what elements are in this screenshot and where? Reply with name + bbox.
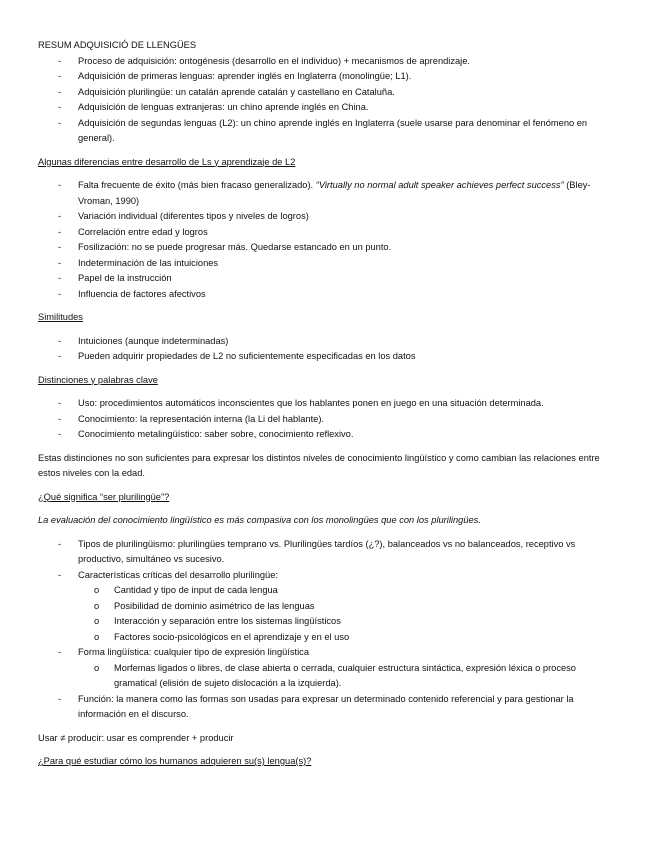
list-item: - Proceso de adquisición: ontogénesis (desarrollo en el individuo) + mecanismos de aprendizaje. — [38, 54, 618, 70]
intro-list — [38, 54, 618, 147]
characteristics-sublist — [38, 583, 618, 645]
list-item: - Función: la manera como las formas son usadas para expresar un determinado contenido referencial y para gestionar la información en el discurso. — [38, 692, 618, 723]
sub-list-item: o Factores socio-psicológicos en el aprendizaje y en el uso — [38, 630, 618, 646]
list-item: - Conocimiento metalingüístico: saber sobre, conocimiento reflexivo. — [38, 427, 618, 443]
list-item — [38, 645, 618, 692]
similarities-list — [38, 334, 618, 365]
similarities-heading: Similitudes — [38, 312, 83, 322]
list-item: - Uso: procedimientos automáticos inconscientes que los hablantes ponen en juego en una situación determinada. — [38, 396, 618, 412]
list-item: - Variación individual (diferentes tipos y niveles de logros) — [38, 209, 618, 225]
list-item: - Adquisición de primeras lenguas: aprender inglés en Inglaterra (monolingüe; L1). — [38, 69, 618, 85]
list-item: - Adquisición plurilingüe: un catalán aprende catalán y castellano en Cataluña. — [38, 85, 618, 101]
list-item: - Correlación entre edad y logros — [38, 225, 618, 241]
list-item: - Tipos de plurilingüismo: plurilingües temprano vs. Plurilingües tardíos (¿?), balanceados vs no balanceados, receptivo vs productivo, simultáneo vs sucesivo. — [38, 537, 618, 568]
item-text: Falta frecuente de éxito (más bien fracaso generalizado). — [78, 180, 314, 190]
document-title: RESUM ADQUISICIÓ DE LLENGÜES — [38, 40, 197, 50]
differences-heading: Algunas diferencias entre desarrollo de Ls y aprendizaje de L2 — [38, 156, 296, 167]
sub-list-item: o Posibilidad de dominio asimétrico de las lenguas — [38, 599, 618, 615]
list-item: - Pueden adquirir propiedades de L2 no suficientemente especificadas en los datos — [38, 349, 618, 365]
list-item: - Adquisición de segundas lenguas (L2): un chino aprende inglés en Inglaterra (suele usarse para denominar el fenómeno en general). — [38, 116, 618, 147]
document-page — [38, 38, 618, 770]
list-item — [38, 568, 618, 646]
list-item — [38, 178, 618, 209]
final-heading: ¿Para qué estudiar cómo los humanos adquieren su(s) lengua(s)? — [38, 756, 312, 766]
list-item: - Papel de la instrucción — [38, 271, 618, 287]
sub-list-item: o Interacción y separación entre los sistemas lingüísticos — [38, 614, 618, 630]
list-item: - Adquisición de lenguas extranjeras: un chino aprende inglés en China. — [38, 100, 618, 116]
plurilingue-list — [38, 537, 618, 723]
list-item: - Fosilización: no se puede progresar más. Quedarse estancado en un punto. — [38, 240, 618, 256]
list-item: - Indeterminación de las intuiciones — [38, 256, 618, 272]
citation-text: (Bley-Vroman, 1990) — [78, 180, 591, 206]
usage-line: Usar ≠ producir: usar es comprender + producir — [38, 732, 234, 743]
list-item: - Intuiciones (aunque indeterminadas) — [38, 334, 618, 350]
distinctions-paragraph: Estas distinciones no son suficientes para expresar los distintos niveles de conocimiento lingüístico y como cambian las relaciones entre estos niveles con la edad. — [38, 452, 600, 478]
sub-list-item: o Morfemas ligados o libres, de clase abierta o cerrada, cualquier estructura sintáctica, expresión léxica o proceso gramatical (elisión de sujeto dislocación a la izquierda). — [38, 661, 618, 692]
item-text: Características críticas del desarrollo plurilingüe: — [78, 569, 278, 580]
distinctions-list — [38, 396, 618, 443]
list-item: - Conocimiento: la representación interna (la Li del hablante). — [38, 412, 618, 428]
distinctions-heading: Distinciones y palabras clave — [38, 374, 158, 385]
italic-paragraph: La evaluación del conocimiento lingüístico es más compasiva con los monolingües que con los plurilingües. — [38, 515, 481, 525]
item-text: Forma lingüística: cualquier tipo de expresión lingüística — [78, 647, 309, 657]
differences-list — [38, 178, 618, 302]
list-item: - Influencia de factores afectivos — [38, 287, 618, 303]
form-sublist — [38, 661, 618, 692]
plurilingue-heading: ¿Qué significa “ser plurilingüe”? — [38, 491, 170, 502]
quote-text: “Virtually no normal adult speaker achieves perfect success” — [315, 180, 564, 190]
sub-list-item: o Cantidad y tipo de input de cada lengua — [38, 583, 618, 599]
